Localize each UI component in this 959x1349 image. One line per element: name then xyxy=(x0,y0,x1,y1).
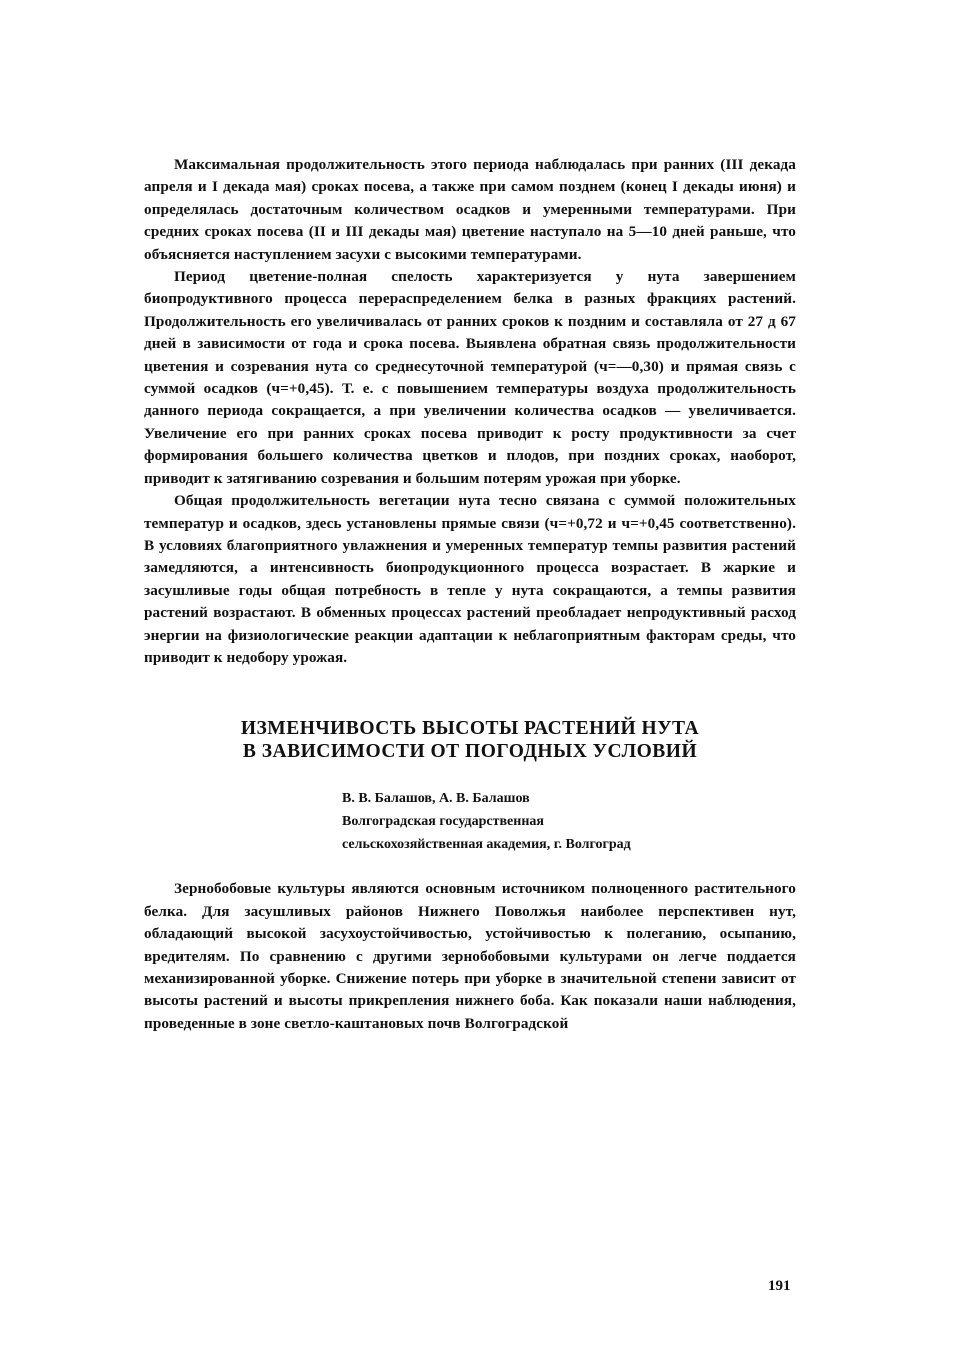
paragraph-2: Период цветение-полная спелость характеризуется у нута завершением биопродуктивного процесса перераспределением белка в разных фракциях растений. Продолжительность его увеличивалась от ранних сроков к поздним и составляла от 27 д 67 дней в зависимости от года и срока посева. Выявлена обратная связь продолжительности цветения и созревания нута со среднесуточной температурой (ч=—0,30) и прямая связь с суммой осадков (ч=+0,45). Т. е. с повышением температуры воздуха продолжительность данного периода сокращается, а при увеличении количества осадков — увеличивается. Увеличение его при ранних сроках посева приводит к росту продуктивности за счет формирования большего количества цветков и плодов, при поздних сроках, наоборот, приводит к затягиванию созревания и большим потерям урожая при уборке. xyxy=(144,268,796,487)
article-title-line-1: ИЗМЕНЧИВОСТЬ ВЫСОТЫ РАСТЕНИЙ НУТА xyxy=(240,718,700,740)
author-names: В. В. Балашов, А. В. Балашов xyxy=(342,791,530,807)
author-affiliation-line-2: сельскохозяйственная академия, г. Волгоград xyxy=(342,837,631,853)
page-number: 191 xyxy=(768,1278,791,1294)
author-affiliation-line-1: Волгоградская государственная xyxy=(342,814,544,830)
page-content xyxy=(144,154,796,1035)
article-title-line-2: В ЗАВИСИМОСТИ ОТ ПОГОДНЫХ УСЛОВИЙ xyxy=(242,741,698,763)
paragraph-1: Максимальная продолжительность этого периода наблюдалась при ранних (III декада апреля и I декада мая) сроках посева, а также при самом позднем (конец I декады июня) и определялась достаточным количеством осадков и умеренными температурами. При средних сроках посева (II и III декады мая) цветение наступало на 5—10 дней раньше, что объясняется наступлением засухи с высокими температурами. xyxy=(144,156,796,263)
intro-paragraph: Зернобобовые культуры являются основным источником полноценного растительного белка. Для засушливых районов Нижнего Поволжья наиболее перспективен нут, обладающий высокой засухоустойчивостью, устойчивостью к полеганию, осыпанию, вредителям. По сравнению с другими зернобобовыми культурами он легче поддается механизированной уборке. Снижение потерь при уборке в значительной степени зависит от высоты растений и высоты прикрепления нижнего боба. Как показали наши наблюдения, проведенные в зоне светло-каштановых почв Волгоградской xyxy=(144,880,796,1032)
paragraph-3: Общая продолжительность вегетации нута тесно связана с суммой положительных температур и осадков, здесь установлены прямые связи (ч=+0,72 и ч=+0,45 соответственно). В условиях благоприятного увлажнения и умеренных температур темпы развития растений замедляются, а интенсивность биопродукционного процесса возрастает. В жаркие и засушливые годы общая потребность в тепле у нута сокращаются, а темпы развития растений возрастают. В обменных процессах растений преобладает непродуктивный расход энергии на физиологические реакции адаптации к неблагоприятным факторам среды, что приводит к недобору урожая. xyxy=(144,492,796,666)
article-title xyxy=(144,717,796,763)
author-block xyxy=(342,787,796,856)
